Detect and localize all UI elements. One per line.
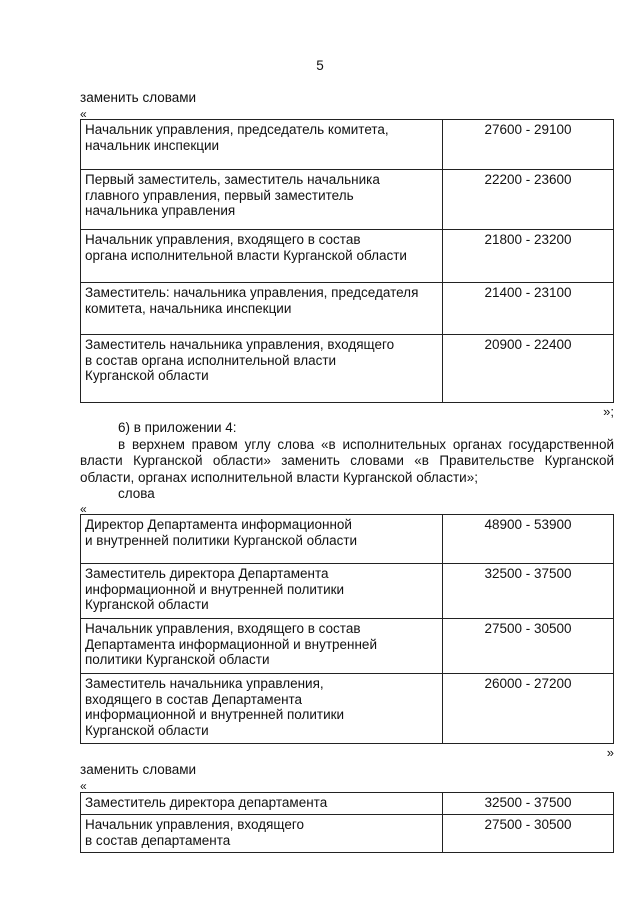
position-title: Заместитель начальника управления, входящего в состав Департамента информационной и внутренней политики Курганской области: [81, 674, 443, 744]
position-title: Директор Департамента информационной и внутренней политики Курганской области: [81, 515, 443, 564]
section3-intro: заменить словами: [80, 762, 197, 777]
salary-range: 32500 - 37500: [443, 793, 614, 815]
table-row: [81, 793, 614, 815]
table-row: [81, 619, 614, 674]
section1-table: [80, 119, 614, 403]
position-title: Первый заместитель, заместитель начальника главного управления, первый заместитель начальника управления: [81, 170, 443, 230]
salary-range: 22200 - 23600: [443, 170, 614, 230]
salary-range: 20900 - 22400: [443, 335, 614, 403]
section1-open-quote: «: [80, 107, 87, 121]
position-title: Заместитель начальника управления, входящего в состав органа исполнительной власти Курганской области: [81, 335, 443, 403]
position-title: Начальник управления, входящего в состав департамента: [81, 815, 443, 853]
section1-close-quote: »;: [603, 404, 614, 419]
page-number: 5: [316, 58, 324, 73]
position-title: Заместитель: начальника управления, председателя комитета, начальника инспекции: [81, 283, 443, 335]
table-row: [81, 170, 614, 230]
table-row: [81, 283, 614, 335]
position-title: Начальник управления, входящего в состав Департамента информационной и внутренней политики Курганской области: [81, 619, 443, 674]
item6-text-line: области, органах исполнительной власти Курганской области»;: [80, 469, 478, 485]
position-title: Заместитель директора департамента: [81, 793, 443, 815]
table-row: [81, 674, 614, 744]
section1-intro: заменить словами: [80, 90, 197, 105]
section2-close-quote: »: [606, 745, 614, 760]
position-title: Начальник управления, входящего в состав органа исполнительной власти Курганской области: [81, 230, 443, 283]
table-row: [81, 815, 614, 853]
salary-range: 32500 - 37500: [443, 564, 614, 619]
table-row: [81, 120, 614, 170]
salary-range: 27600 - 29100: [443, 120, 614, 170]
section3-open-quote: «: [80, 779, 87, 793]
salary-range: 48900 - 53900: [443, 515, 614, 564]
item6-text-line: власти Курганской области» заменить словами «в Правительстве Курганской: [80, 453, 614, 468]
item6-text-line: в верхнем правом углу слова «в исполнительных органах государственной: [118, 436, 614, 452]
salary-range: 27500 - 30500: [443, 619, 614, 674]
salary-range: 21400 - 23100: [443, 283, 614, 335]
table-row: [81, 564, 614, 619]
section2-table: [80, 514, 614, 744]
position-title: Заместитель директора Департамента информационной и внутренней политики Курганской области: [81, 564, 443, 619]
item6-heading: 6) в приложении 4:: [118, 420, 237, 435]
section3-table: [80, 792, 614, 853]
table-row: [81, 515, 614, 564]
position-title: Начальник управления, председатель комитета, начальник инспекции: [81, 120, 443, 170]
salary-range: 26000 - 27200: [443, 674, 614, 744]
salary-range: 27500 - 30500: [443, 815, 614, 853]
salary-range: 21800 - 23200: [443, 230, 614, 283]
section2-open-quote: «: [80, 502, 87, 516]
item6-words: слова: [118, 486, 155, 501]
table-row: [81, 335, 614, 403]
table-row: [81, 230, 614, 283]
item6-paragraph: [80, 420, 614, 503]
